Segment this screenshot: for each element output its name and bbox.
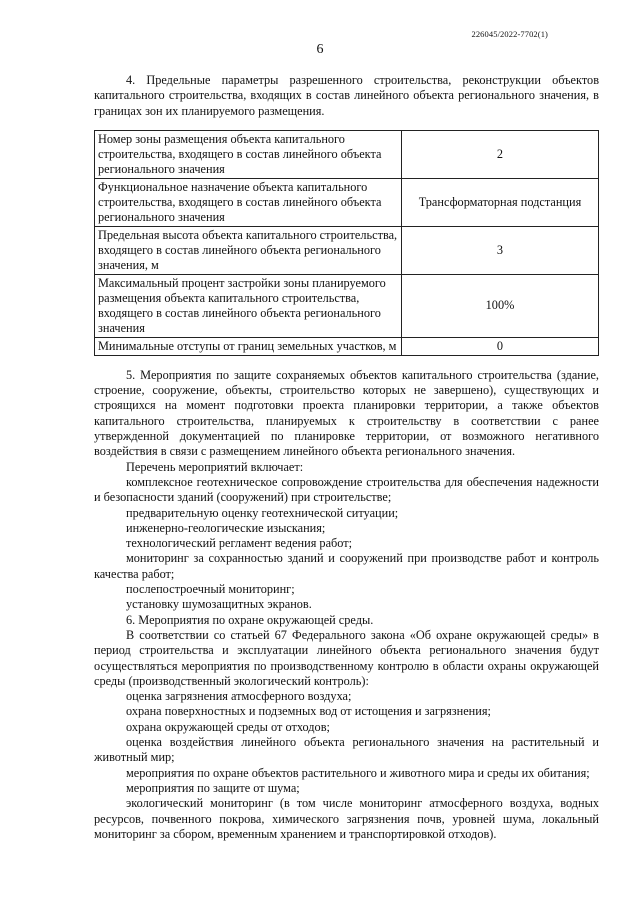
table-cell-value: 100% xyxy=(402,274,599,337)
list-item: мероприятия по защите от шума; xyxy=(126,780,300,795)
table-row xyxy=(95,226,599,274)
document-number: 226045/2022-7702(1) xyxy=(471,29,548,39)
table-cell-label: Минимальные отступы от границ земельных участков, м xyxy=(95,337,402,355)
table-cell-value: 3 xyxy=(402,226,599,274)
document-body xyxy=(94,73,599,842)
list-item: экологический мониторинг (в том числе мониторинг атмосферного воздуха, водных ресурсов, почвенного покрова, химического загрязнения почв, уровней шума, локальный мониторинг за сбором, временным хранением и транспортировкой отходов). xyxy=(94,796,599,841)
list-item: послепостроечный мониторинг; xyxy=(126,582,295,597)
list-item: предварительную оценку геотехнической ситуации; xyxy=(126,505,399,520)
list-item: оценка загрязнения атмосферного воздуха; xyxy=(126,689,352,704)
table-row xyxy=(95,130,599,178)
page-number: 6 xyxy=(316,42,324,57)
table-cell-label: Номер зоны размещения объекта капитального строительства, входящего в состав линейного объекта регионального значения xyxy=(95,130,402,178)
section-5-list-intro: Перечень мероприятий включает: xyxy=(126,459,304,474)
list-item: охрана поверхностных и подземных вод от истощения и загрязнения; xyxy=(126,704,491,719)
table-cell-value: Трансформаторная подстанция xyxy=(402,178,599,226)
section-5-paragraph: 5. Мероприятия по защите сохраняемых объектов капитального строительства (здание, строение, сооружение, объекты, строительство которых не завершено), существующих и строящихся на момент подготовки проекта планировки территории, а также объектов капитального строительства, планируемых к строительству в соответствии с ранее утвержденной документацией по планировке территории, от возможного негативного воздействия в связи с размещением линейного объекта регионального значения. xyxy=(94,367,599,459)
table-row xyxy=(95,337,599,355)
list-item: оценка воздействия линейного объекта регионального значения на растительный и животный мир; xyxy=(94,735,599,765)
list-item: комплексное геотехническое сопровождение строительства для обеспечения надежности и безопасности зданий (сооружений) при строительстве; xyxy=(94,474,599,505)
table-cell-label: Функциональное назначение объекта капитального строительства, входящего в состав линейного объекта регионального значения xyxy=(95,178,402,226)
section-6-heading: 6. Мероприятия по охране окружающей среды. xyxy=(126,612,374,627)
list-item: мероприятия по охране объектов растительного и животного мира и среды их обитания; xyxy=(126,765,590,780)
section-6-paragraph: В соответствии со статьей 67 Федерального закона «Об охране окружающей среды» в период строительства и эксплуатации линейного объекта регионального значения будут осуществляться мероприятия по производственному контролю в области охраны окружающей среды (производственный экологический контроль): xyxy=(94,627,599,688)
table-cell-value: 0 xyxy=(402,337,599,355)
table-row xyxy=(95,274,599,337)
table-cell-value: 2 xyxy=(402,130,599,178)
list-item: охрана окружающей среды от отходов; xyxy=(126,719,330,734)
table-row xyxy=(95,178,599,226)
list-item: технологический регламент ведения работ; xyxy=(126,536,353,551)
section-4-heading: 4. Предельные параметры разрешенного строительства, реконструкции объектов капитального строительства, входящих в состав линейного объекта регионального значения, в границах зон их планируемого размещения. xyxy=(94,73,599,118)
table-cell-label: Предельная высота объекта капитального строительства, входящего в состав линейного объекта регионального значения, м xyxy=(95,226,402,274)
list-item: мониторинг за сохранностью зданий и сооружений при производстве работ и контроль качества работ; xyxy=(94,551,599,581)
table-cell-label: Максимальный процент застройки зоны планируемого размещения объекта капитального строительства, входящего в состав линейного объекта регионального значения xyxy=(95,274,402,337)
list-item: установку шумозащитных экранов. xyxy=(126,597,312,612)
parameters-table xyxy=(94,130,599,356)
list-item: инженерно-геологические изыскания; xyxy=(126,520,326,535)
